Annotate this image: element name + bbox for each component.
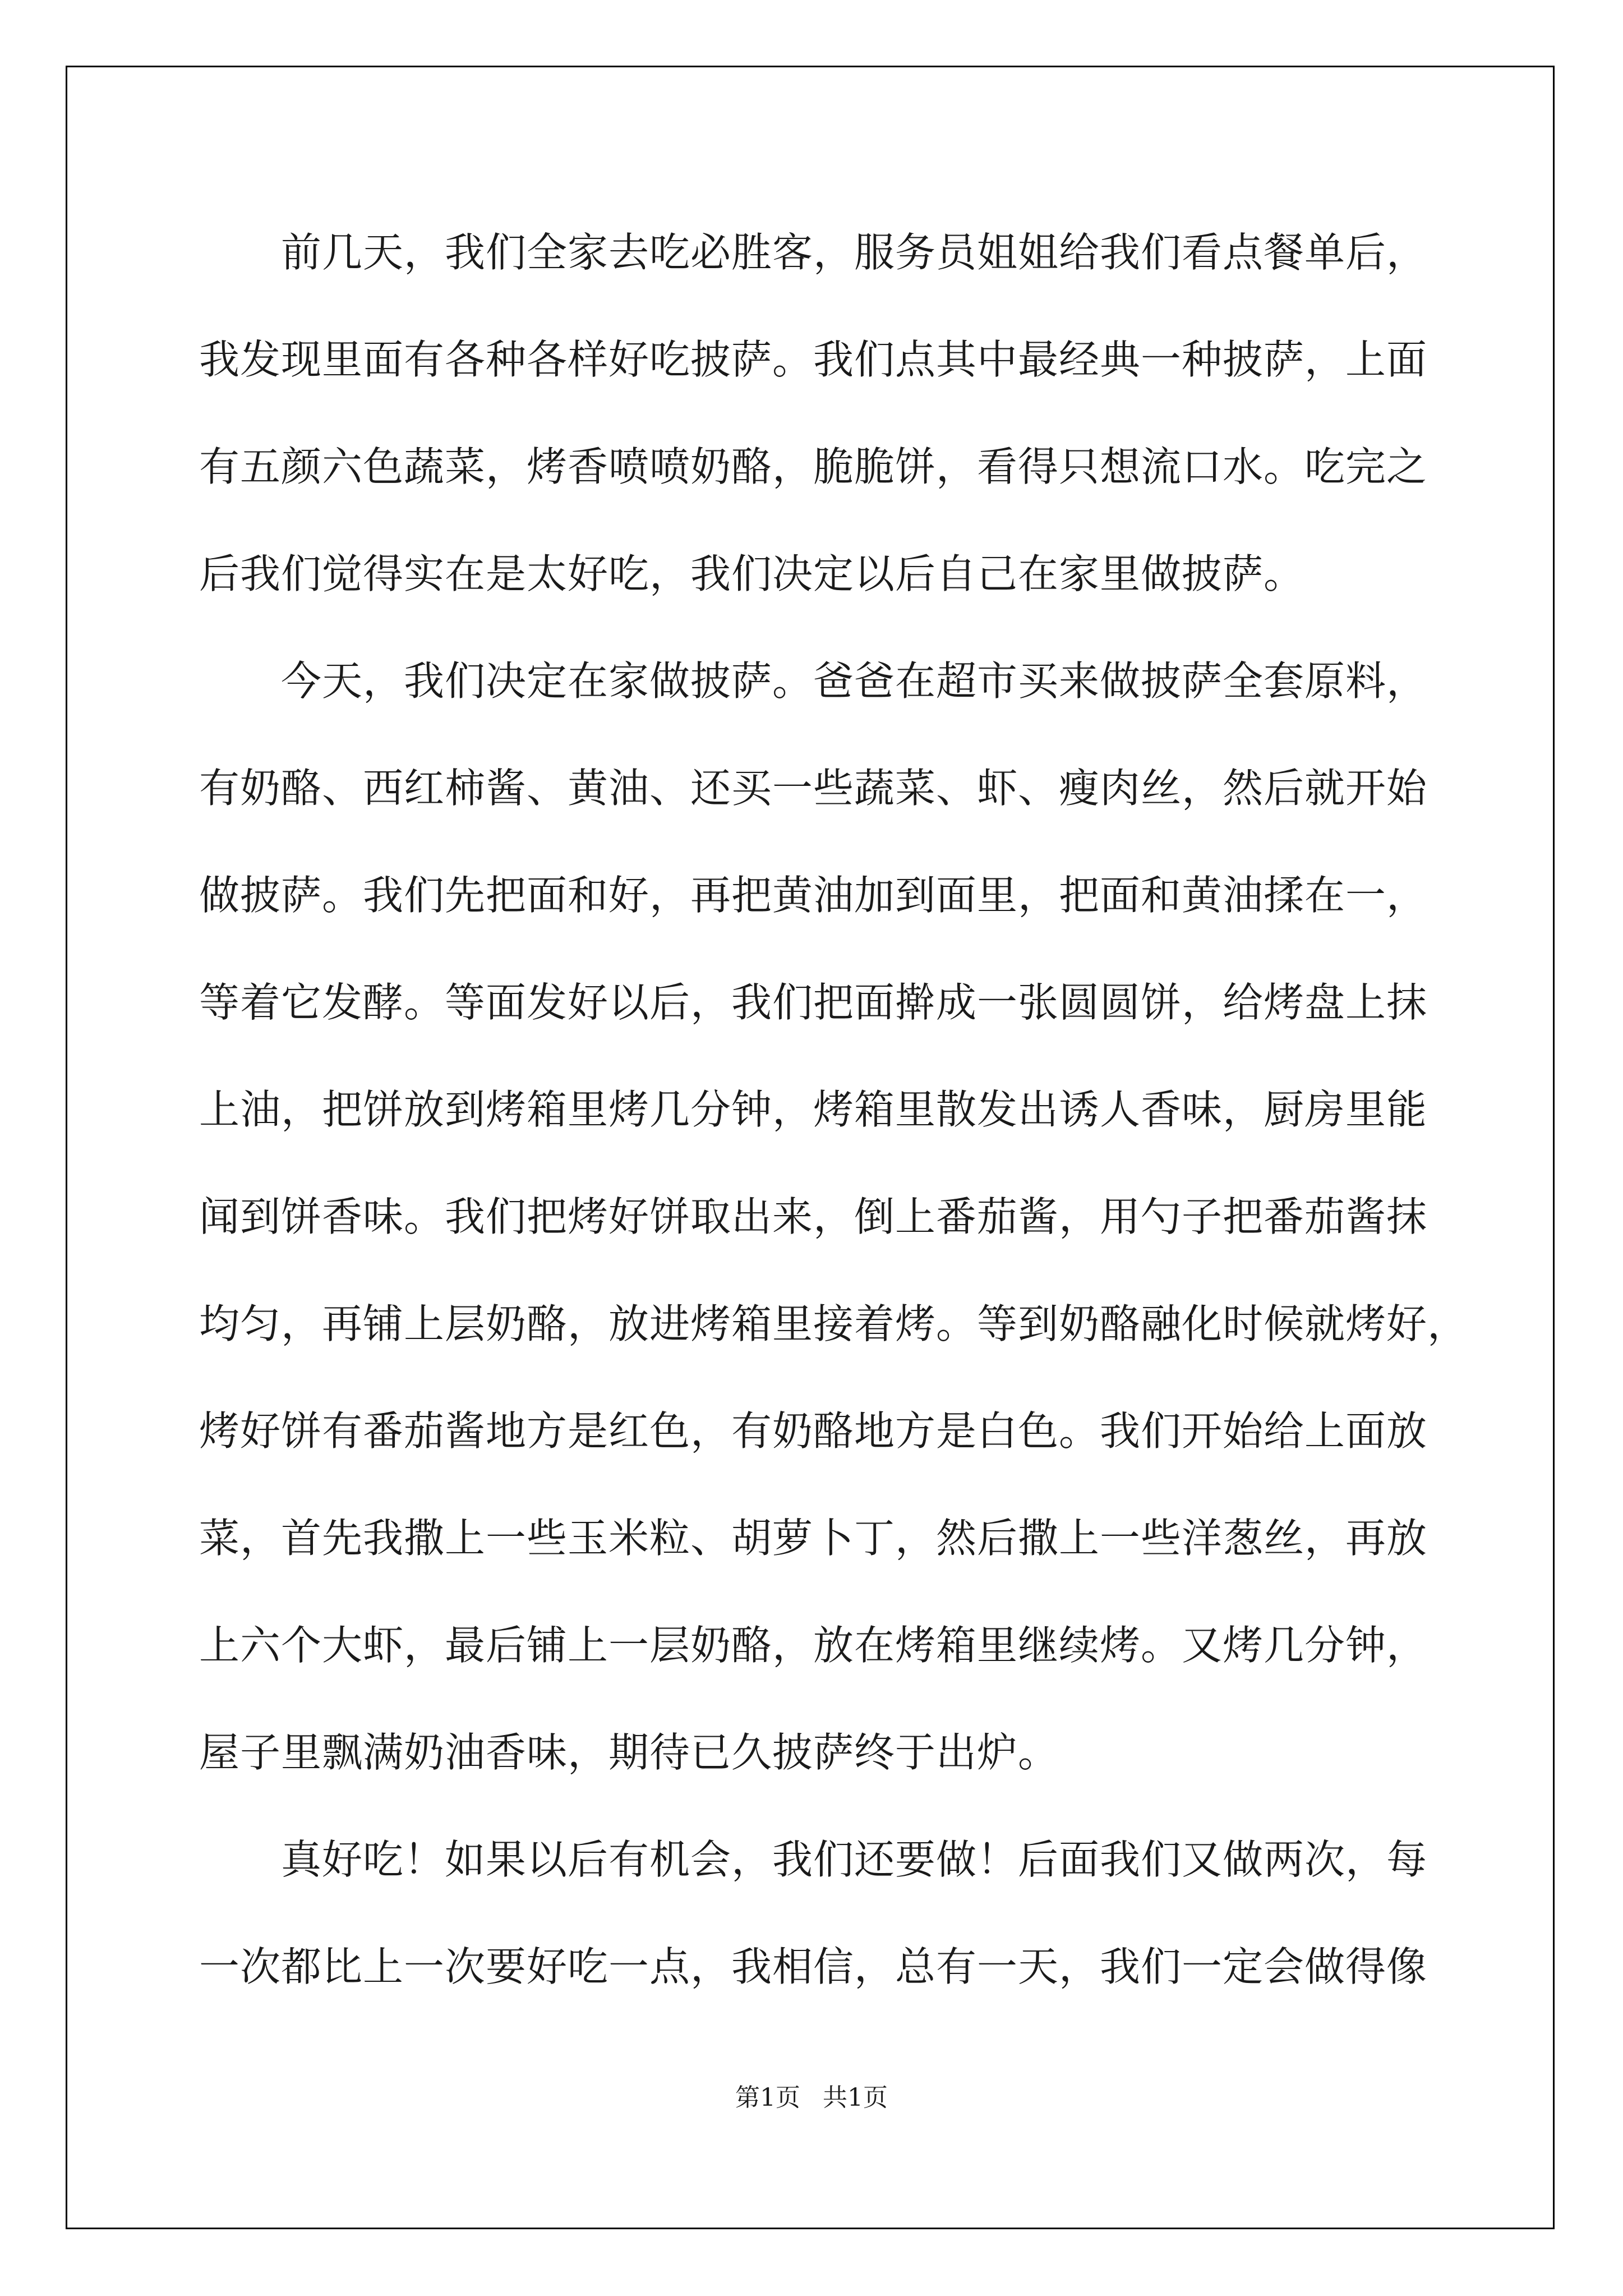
paragraph-2-line-6: 闻到饼香味。我们把烤好饼取出来，倒上番茄酱，用勺子把番茄酱抹 — [199, 1193, 1428, 1240]
paragraph-2-line-2: 有奶酪、西红柿酱、黄油、还买一些蔬菜、虾、瘦肉丝，然后就开始 — [199, 765, 1428, 812]
paragraph-2-line-9: 菜，首先我撒上一些玉米粒、胡萝卜丁，然后撒上一些洋葱丝，再放 — [199, 1515, 1428, 1562]
paragraph-2-line-7: 均匀，再铺上层奶酪，放进烤箱里接着烤。等到奶酪融化时候就烤好， — [199, 1300, 1469, 1347]
paragraph-3-line-2: 一次都比上一次要好吃一点，我相信，总有一天，我们一定会做得像 — [199, 1943, 1428, 1990]
page-number-current: 第1页 — [735, 2083, 800, 2112]
paragraph-2-line-3: 做披萨。我们先把面和好，再把黄油加到面里，把面和黄油揉在一， — [199, 872, 1428, 919]
page-number-total: 共1页 — [823, 2083, 888, 2112]
document-body — [199, 199, 1469, 2021]
paragraph-2-line-4: 等着它发酵。等面发好以后，我们把面擀成一张圆圆饼，给烤盘上抹 — [199, 979, 1428, 1026]
paragraph-1-line-4: 后我们觉得实在是太好吃，我们决定以后自己在家里做披萨。 — [199, 550, 1305, 597]
paragraph-2-line-10: 上六个大虾，最后铺上一层奶酪，放在烤箱里继续烤。又烤几分钟， — [199, 1622, 1428, 1669]
page-footer — [0, 2081, 1623, 2115]
paragraph-2-line-11: 屋子里飘满奶油香味，期待已久披萨终于出炉。 — [199, 1729, 1059, 1776]
paragraph-1-line-3: 有五颜六色蔬菜，烤香喷喷奶酪，脆脆饼，看得只想流口水。吃完之 — [199, 443, 1428, 490]
paragraph-1-line-1: 前几天，我们全家去吃必胜客，服务员姐姐给我们看点餐单后， — [281, 229, 1428, 276]
paragraph-3-line-1: 真好吃！如果以后有机会，我们还要做！后面我们又做两次，每 — [281, 1836, 1428, 1883]
paragraph-2-line-8: 烤好饼有番茄酱地方是红色，有奶酪地方是白色。我们开始给上面放 — [199, 1407, 1428, 1455]
paragraph-2-line-5: 上油，把饼放到烤箱里烤几分钟，烤箱里散发出诱人香味，厨房里能 — [199, 1086, 1428, 1133]
paragraph-2-line-1: 今天，我们决定在家做披萨。爸爸在超市买来做披萨全套原料， — [281, 657, 1428, 705]
paragraph-1-line-2: 我发现里面有各种各样好吃披萨。我们点其中最经典一种披萨，上面 — [199, 336, 1428, 383]
